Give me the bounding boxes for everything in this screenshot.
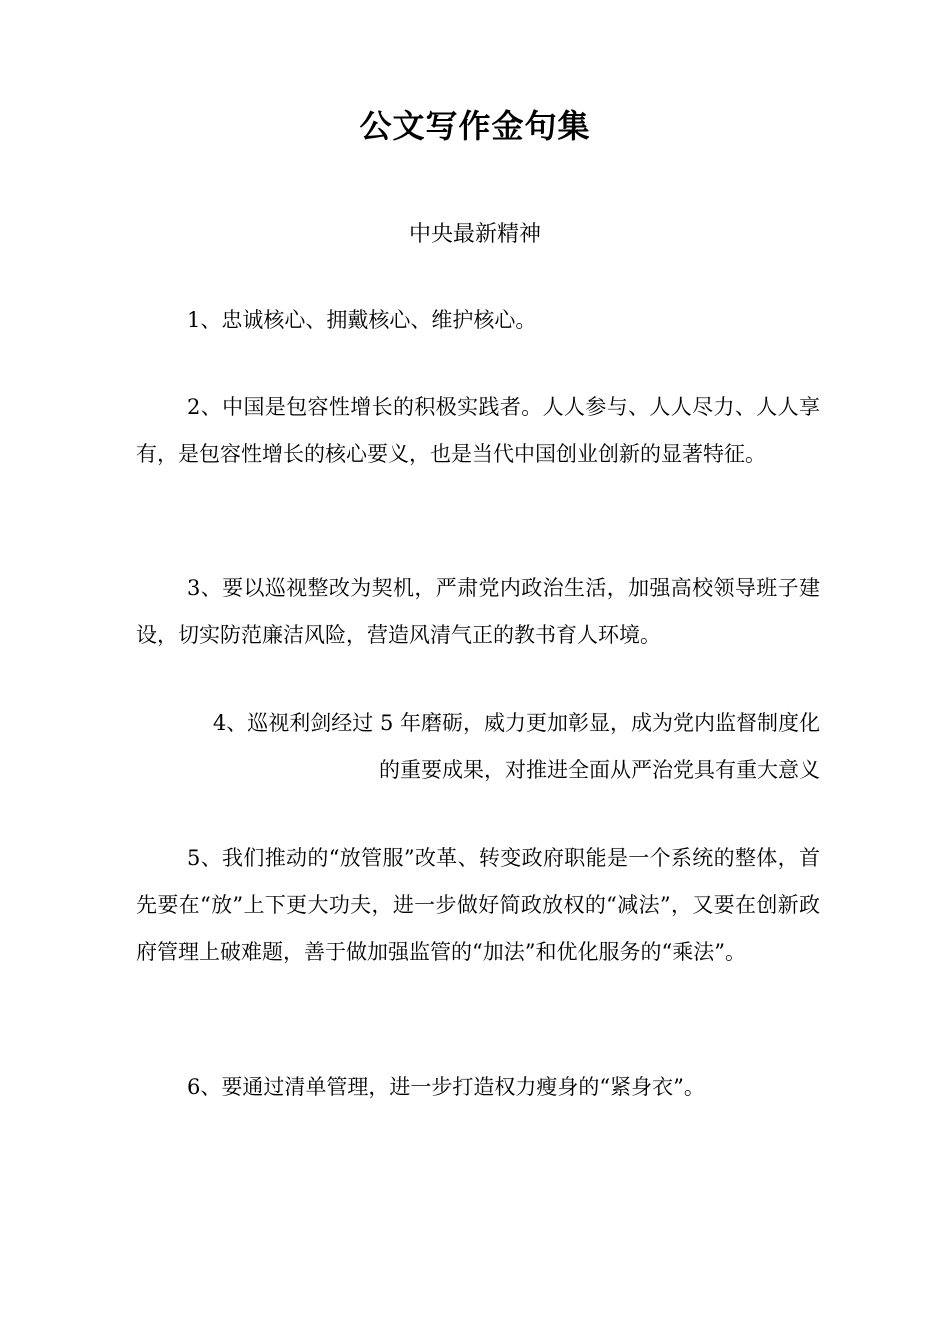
document-title: 公文写作金句集 xyxy=(359,107,591,145)
paragraph-item-4 xyxy=(136,700,820,794)
section-title: 中央最新精神 xyxy=(408,222,541,247)
paragraph-item-2: 2、中国是包容性增长的积极实践者。人人参与、人人尽力、人人享有，是包容性增长的核心要义，也是当代中国创业创新的显著特征。 xyxy=(136,395,820,466)
paragraph-item-1: 1、忠诚核心、拥戴核心、维护核心。 xyxy=(187,308,537,332)
paragraph-item-4-line-1: 4、巡视利剑经过 5 年磨砺，威力更加彰显，成为党内监督制度化 xyxy=(212,711,820,735)
paragraph-item-3: 3、要以巡视整改为契机，严肃党内政治生活，加强高校领导班子建设，切实防范廉洁风险，营造风清气正的教书育人环境。 xyxy=(136,576,820,647)
paragraph-item-4-line-2: 的重要成果，对推进全面从严治党具有重大意义 xyxy=(379,758,820,782)
paragraph-item-5: 5、我们推动的“放管服”改革、转变政府职能是一个系统的整体，首先要在“放”上下更大功夫，进一步做好简政放权的“减法”，又要在创新政府管理上破难题，善于做加强监管的“加法”和优化服务的“乘法”。 xyxy=(136,846,820,964)
paragraph-item-6: 6、要通过清单管理，进一步打造权力瘦身的“紧身衣”。 xyxy=(187,1075,705,1099)
